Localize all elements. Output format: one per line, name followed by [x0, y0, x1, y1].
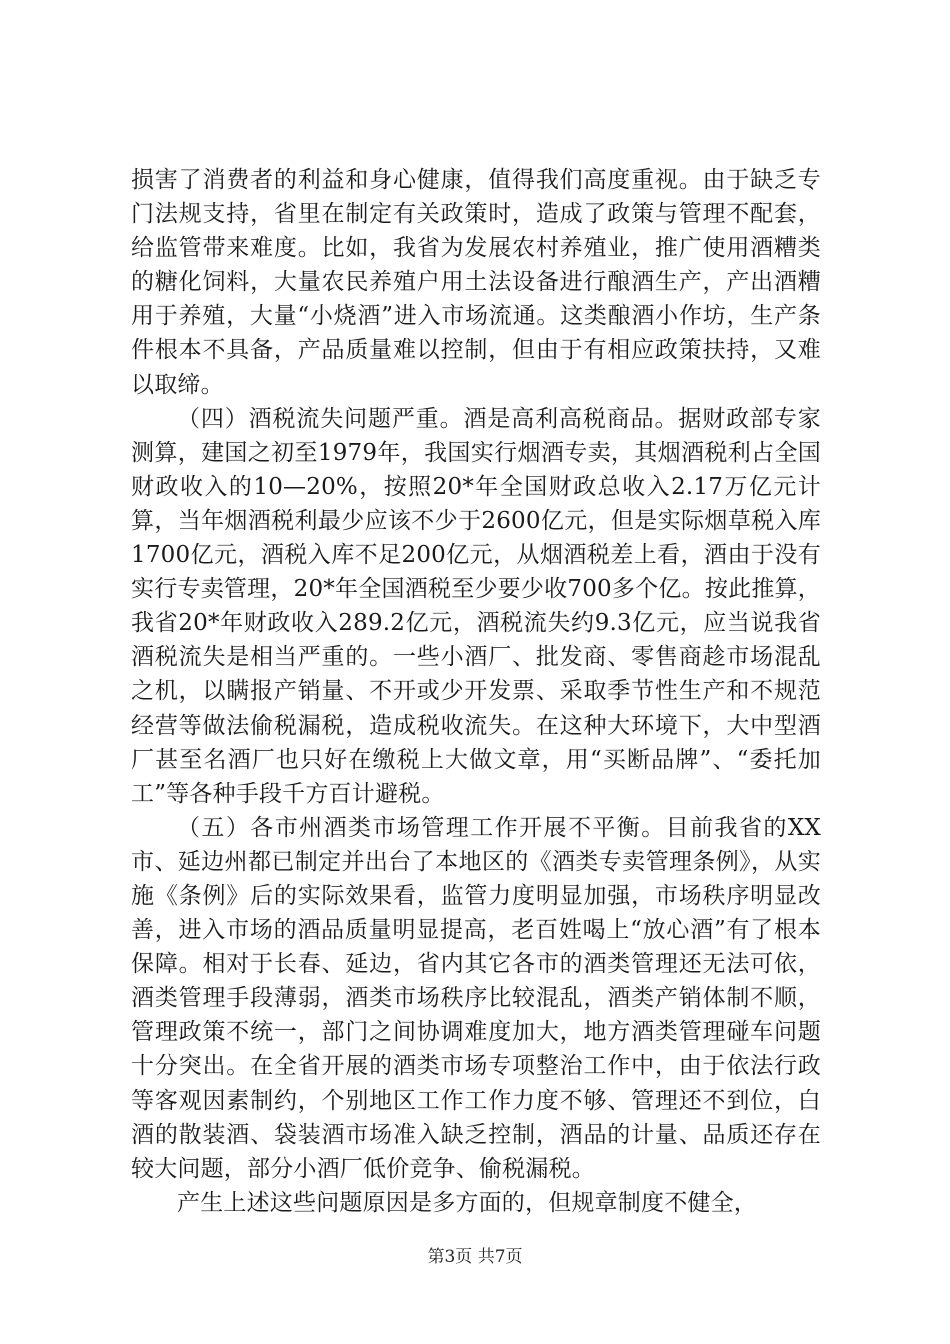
page-footer: 第3页 共7页	[427, 1247, 523, 1267]
paragraph-problem-causes: 产生上述这些问题原因是多方面的，但规章制度不健全，	[177, 1189, 757, 1216]
paragraph-liquor-tax-loss: （四）酒税流失问题严重。酒是高利高税商品。据财政部专家测算，建国之初至1979年，我国实行烟酒专卖，其烟酒税利占全国财政收入的10—20%，按照20*年全国财政总收入2.17万亿元计算，当年烟酒税利最少应该不少于2600亿元，但是实际烟草税入库1700亿元，酒税入库不足200亿元，从烟酒税差上看，酒由于没有实行专卖管理，20*年全国酒税至少要少收700多个亿。按此推算，我省20*年财政收入289.2亿元，酒税流失约9.3亿元，应当说我省酒税流失是相当严重的。一些小酒厂、批发商、零售商趁市场混乱之机，以瞒报产销量、不开或少开发票、采取季节性生产和不规范经营等做法偷税漏税，造成税收流失。在这种大环境下，大中型酒厂甚至名酒厂也只好在缴税上大做文章，用“买断品牌”、“委托加工”等各种手段千方百计避税。	[131, 405, 821, 807]
paragraph-market-management-imbalance: （五）各市州酒类市场管理工作开展不平衡。目前我省的XX市、延边州都已制定并出台了本地区的《酒类专卖管理条例》，从实施《条例》后的实际效果看，监管力度明显加强，市场秩序明显改善，进入市场的酒品质量明显提高，老百姓喝上“放心酒”有了根本保障。相对于长春、延边，省内其它各市的酒类管理还无法可依，酒类管理手段薄弱，酒类市场秩序比较混乱，酒类产销体制不顺，管理政策不统一，部门之间协调难度加大，地方酒类管理碰车问题十分突出。在全省开展的酒类市场专项整治工作中，由于依法行政等客观因素制约，个别地区工作工作力度不够、管理还不到位，白酒的散装酒、袋装酒市场准入缺乏控制，酒品的计量、品质还存在较大问题，部分小酒厂低价竞争、偷税漏税。	[131, 814, 821, 1182]
paragraph-continuation: 损害了消费者的利益和身心健康，值得我们高度重视。由于缺乏专门法规支持，省里在制定有关政策时，造成了政策与管理不配套，给监管带来难度。比如，我省为发展农村养殖业，推广使用酒糟类的糖化饲料，大量农民养殖户用土法设备进行酿酒生产，产出酒糟用于养殖，大量“小烧酒”进入市场流通。这类酿酒小作坊，生产条件根本不具备，产品质量难以控制，但由于有相应政策扶持，又难以取缔。	[131, 167, 821, 398]
body-text	[131, 163, 821, 1220]
